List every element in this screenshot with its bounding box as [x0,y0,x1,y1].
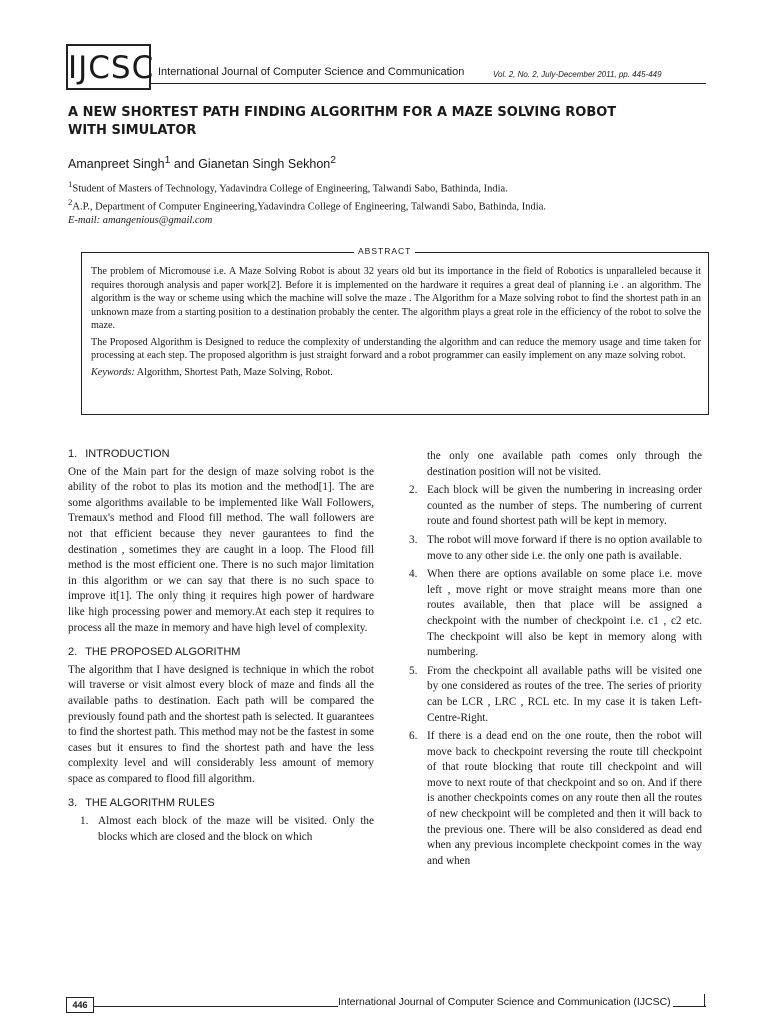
rule-number: 6. [409,730,418,743]
affiliation-2 [68,196,708,214]
affiliation-2-sup: 2 [68,197,73,207]
affiliation-2-text: A.P., Department of Computer Engineering,Yadavindra College of Engineering, Talwandi Sabo, Bathinda, India. [72,201,546,213]
rule-text: When there are options available on some place i.e. move left , move right or move straight means more than one routes available, then that place will be assigned a checkpoint with the number of checkpoint i.e. c1 , c2 etc. The checkpoint will also be kept in memory along with numbering. [427,568,702,659]
rule-item-3 [397,533,702,564]
rule-item-6 [397,729,702,869]
section-title: THE ALGORITHM RULES [85,797,215,810]
author-email: E-mail: amangenious@gmail.com [68,215,213,226]
rule-text: Each block will be given the numbering in increasing order counted as the number of steps. The numbering of current route and found shortest path will be kept in memory. [427,484,702,528]
rule-number: 5. [409,664,418,677]
affiliations [68,178,708,228]
affiliation-1-text: Student of Masters of Technology, Yadavindra College of Engineering, Talwandi Sabo, Bathinda, India. [72,183,508,195]
rule-text: Almost each block of the maze will be visited. Only the blocks which are closed and the block on which [98,815,374,843]
journal-logo [66,44,155,90]
rule-item-5 [397,664,702,726]
section-number: 2. [68,646,78,659]
rule-number: 1. [80,815,89,828]
introduction-text: One of the Main part for the design of maze solving robot is the ability of the robot to plas its motion and the method[1]. The are some algorithms available to be implemented like Wall Followers, Tremaux's method and Flood fill method. The wall followers are not that efficient because they never gaurantees to find the destination , sometimes they are caught in a loop. The Flood fill method is the most efficient one. There is no such major limitation in this algorithm or we can say that there is no such space to improve it[1]. The only thing it requires high power of hardware like high processing power and memory.At each step it requires to process all the maze in memory and have high level of complexity. [68,465,374,634]
rule-item-1-continued: the only one available path comes only through the destination position will not be visited. [427,450,702,478]
abstract-paragraph-2: The Proposed Algorithm is Designed to reduce the complexity of understanding the algorithm and can reduce the memory usage and time taken for processing at each step. The proposed algorithm is just straight forward and a robot programmer can easily implement on any maze solving robot. [91,336,701,361]
rule-item-4 [397,567,702,661]
section-heading-introduction [68,447,374,463]
keywords-line [91,366,701,380]
affiliation-1-sup: 1 [68,179,73,189]
author-2: Gianetan Singh Sekhon [198,157,331,172]
paper-title: A NEW SHORTEST PATH FINDING ALGORITHM FOR A MAZE SOLVING ROBOT WITH SIMULATOR [68,105,617,138]
rule-number: 2. [409,484,418,497]
section-heading-algorithm-rules [68,796,374,812]
abstract-paragraph-1: The problem of Micromouse i.e. A Maze Solving Robot is about 32 years old but its importance in the field of Robotics is unparalleled because it requires thorough analysis and paper work[2]. Before it is implemented on the hardware it requires a great deal of planning i.e . an algorithm. The algorithm is the way or scheme using which the machine will solve the maze . The Algorithm for a Maze solving robot to find the shortest path in an unknown maze from a starting position to a destination probably the center. The algorithm plays a great role in the efficiency of the robot to solve the maze. [91,266,701,331]
author-2-sup: 2 [330,155,337,166]
rule-number: 3. [409,533,418,546]
right-column [397,449,702,872]
journal-name: International Journal of Computer Science and Communication [158,66,465,78]
section-number: 1. [68,448,78,460]
author-joiner: and [170,157,199,172]
rule-number: 4. [409,568,418,581]
author-line [68,155,336,171]
section-title: INTRODUCTION [85,448,170,460]
journal-logo-text: IJCSC [68,50,155,86]
header-rule [151,83,706,84]
abstract-label: ABSTRACT [354,246,415,256]
abstract-box [81,246,709,415]
keywords-label: Keywords: [91,366,135,378]
abstract-body [91,265,701,382]
affiliation-1 [68,178,708,196]
issue-info: Vol. 2, No. 2, July-December 2011, pp. 445-449 [493,70,662,79]
footer-journal-name: International Journal of Computer Science and Communication (IJCSC) [338,996,671,1008]
rule-text: If there is a dead end on the one route, then the robot will move back to checkpoint reversing the route till checkpoint of that route blocking that route till checkpoint and will move to next route of that checkpoint and so on. And if there is another checkpoints comes on any route then all the routes of new checkpoint will be completed and then it will back to the previous one. There will be also considered as dead end when any previous incomplete checkpoint comes in the way and when [427,730,702,867]
rule-item-1 [68,814,374,845]
rule-item-2 [397,483,702,530]
rule-list-left [68,814,374,845]
rule-text: The robot will move forward if there is no option available to move to any other side i.e. the only one path is available. [427,533,702,562]
left-column [68,447,374,848]
section-number: 3. [68,797,78,810]
keywords-text: Algorithm, Shortest Path, Maze Solving, Robot. [136,366,333,378]
page-number: 446 [66,997,94,1013]
proposed-algorithm-text: The algorithm that I have designed is technique in which the robot will traverse or visit almost every block of maze and finds all the available paths to destination. Each path will be compared the previously found path and the shortest path is selected. It guarantees to find the shortest path. This method may not be the fastest in some cases but it ensures to find the shortest path and have the less complexity level and will considerably less amount of memory space as compared to flood fill algorithm. [68,663,374,785]
footer-tick [704,994,705,1006]
rule-list-right [397,483,702,869]
author-1-sup: 1 [164,155,171,166]
rule-text: From the checkpoint all available paths will be visited one by one considered as routes of the tree. The series of priority can be LCR , LRC , RCL etc. In my case it is taken Left-Centre-Right. [427,664,702,724]
author-1: Amanpreet Singh [68,157,165,172]
section-heading-proposed-algorithm [68,645,374,661]
section-title: THE PROPOSED ALGORITHM [85,646,241,659]
